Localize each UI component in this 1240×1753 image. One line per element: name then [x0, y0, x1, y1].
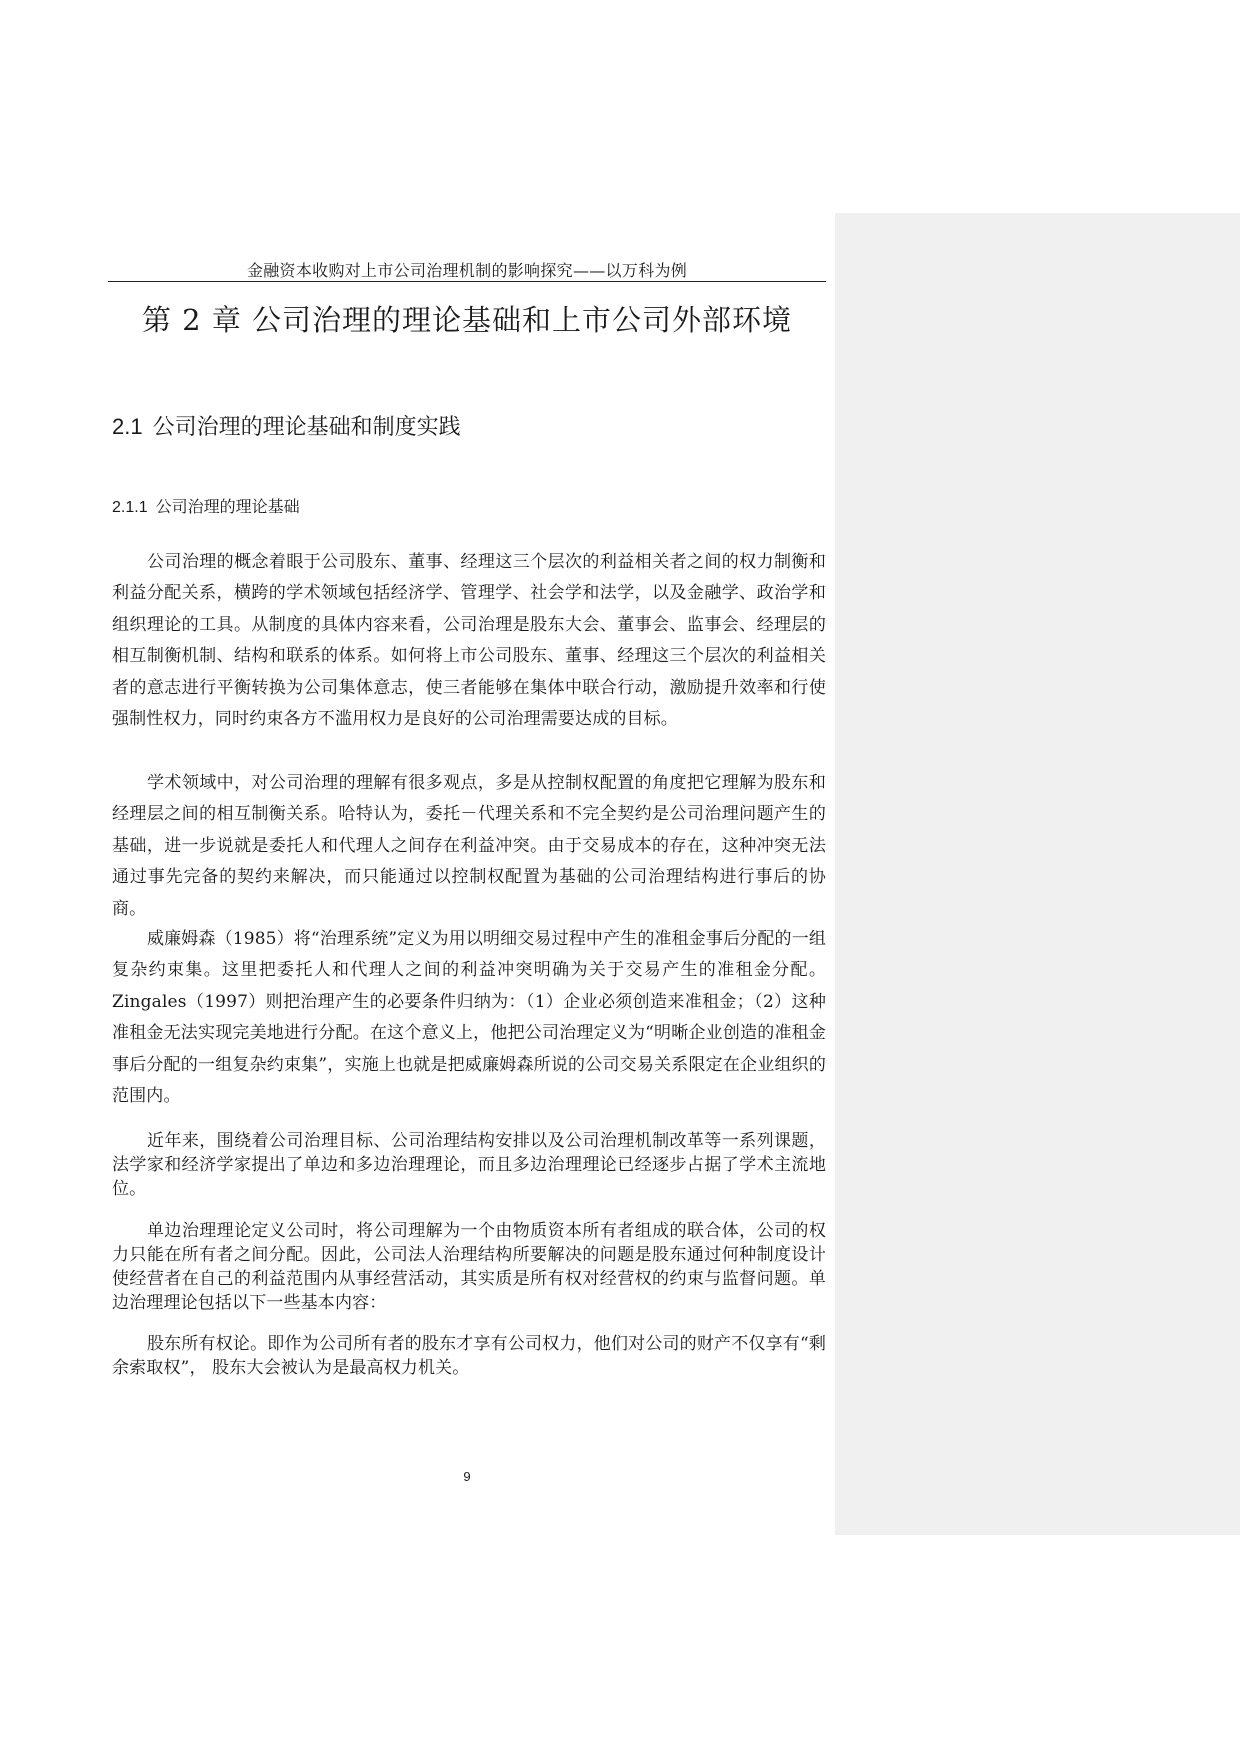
- body-paragraph: 学术领域中，对公司治理的理解有很多观点，多是从控制权配置的角度把它理解为股东和经理层之间的相互制衡关系。哈特认为，委托－代理关系和不完全契约是公司治理问题产生的基础，进一步说就是委托人和代理人之间存在利益冲突。由于交易成本的存在，这种冲突无法通过事先完备的契约来解决，而只能通过以控制权配置为基础的公司治理结构进行事后的协商。: [112, 773, 826, 919]
- page-number: 9: [463, 1469, 471, 1484]
- subsection-number: 2.1.1: [112, 499, 148, 516]
- section-number: 2.1: [112, 414, 143, 439]
- section-title-text: 公司治理的理论基础和制度实践: [152, 415, 461, 440]
- subsection-heading: [112, 494, 300, 517]
- section-heading: [112, 410, 461, 441]
- body-paragraph: 近年来，围绕着公司治理目标、公司治理结构安排以及公司治理机制改革等一系列课题，法学家和经济学家提出了单边和多边治理理论，而且多边治理理论已经逐步占据了学术主流地位。: [112, 1131, 826, 1199]
- body-paragraph: 威廉姆森（1985）将“治理系统”定义为用以明细交易过程中产生的准租金事后分配的一组复杂约束集。这里把委托人和代理人之间的利益冲突明确为关于交易产生的准租金分配。Zingales（1997）则把治理产生的必要条件归纳为：（1）企业必须创造来准租金；（2）这种准租金无法实现完美地进行分配。在这个意义上，他把公司治理定义为“明晰企业创造的准租金事后分配的一组复杂约束集”，实施上也就是把威廉姆森所说的公司交易关系限定在企业组织的范围内。: [112, 929, 826, 1107]
- running-header: 金融资本收购对上市公司治理机制的影响探究——以万科为例: [246, 261, 688, 280]
- body-paragraph: 公司治理的概念着眼于公司股东、董事、经理这三个层次的利益相关者之间的权力制衡和利益分配关系，横跨的学术领域包括经济学、管理学、社会学和法学，以及金融学、政治学和组织理论的工具。从制度的具体内容来看，公司治理是股东大会、董事会、监事会、经理层的相互制衡机制、结构和联系的体系。如何将上市公司股东、董事、经理这三个层次的利益相关者的意志进行平衡转换为公司集体意志，使三者能够在集体中联合行动，激励提升效率和行使强制性权力，同时约束各方不滥用权力是良好的公司治理需要达成的目标。: [112, 552, 826, 730]
- subsection-title-text: 公司治理的理论基础: [155, 497, 300, 516]
- chapter-title: 第 2 章 公司治理的理论基础和上市公司外部环境: [141, 303, 793, 337]
- body-paragraph: 股东所有权论。即作为公司所有者的股东才享有公司权力，他们对公司的财产不仅享有“剩余索取权”， 股东大会被认为是最高权力机关。: [112, 1334, 826, 1378]
- header-rule: [108, 281, 826, 282]
- body-paragraph: 单边治理理论定义公司时，将公司理解为一个由物质资本所有者组成的联合体，公司的权力只能在所有者之间分配。因此，公司法人治理结构所要解决的问题是股东通过何种制度设计使经营者在自己的利益范围内从事经营活动，其实质是所有权对经营权的约束与监督问题。单边治理理论包括以下一些基本内容：: [112, 1221, 826, 1313]
- comment-pane: [835, 213, 1240, 1535]
